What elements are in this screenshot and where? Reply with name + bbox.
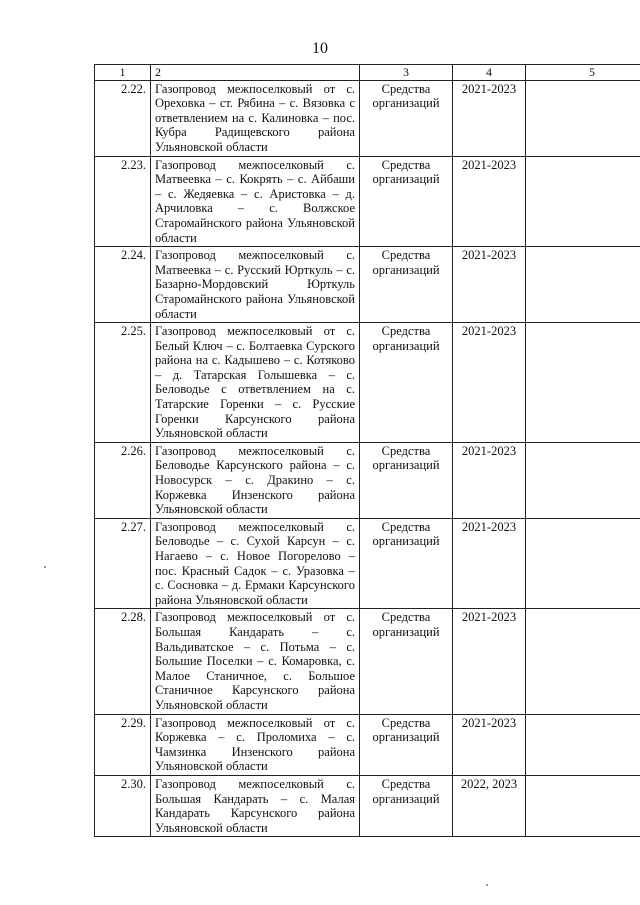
row-description: Газопровод межпоселковый с. Большая Кандарать – с. Малая Кандарать Карсунского района Ульяновской области — [151, 775, 360, 836]
row-number: 2.25. — [95, 323, 151, 443]
row-column-5 — [526, 247, 640, 323]
row-column-5 — [526, 775, 640, 836]
row-number: 2.29. — [95, 714, 151, 775]
column-header-3: 3 — [360, 65, 453, 81]
row-funding-source: Средства организаций — [360, 518, 453, 609]
row-number: 2.22. — [95, 80, 151, 156]
row-description: Газопровод межпоселковый с. Беловодье – с. Сухой Карсун – с. Нагаево – с. Новое Погорелово – пос. Красный Садок – с. Уразовка – с. Сосновка – д. Ермаки Карсунского района Ульяновской области — [151, 518, 360, 609]
row-funding-source: Средства организаций — [360, 80, 453, 156]
row-number: 2.24. — [95, 247, 151, 323]
row-funding-source: Средства организаций — [360, 442, 453, 518]
row-description: Газопровод межпоселковый от с. Большая Кандарать – с. Вальдиватское – с. Потьма – с. Большие Поселки – с. Комаровка, с. Малое Станичное, с. Большое Станичное Карсунского района Ульяновской области — [151, 609, 360, 714]
row-years: 2021-2023 — [453, 442, 526, 518]
row-column-5 — [526, 80, 640, 156]
row-number: 2.30. — [95, 775, 151, 836]
row-number: 2.28. — [95, 609, 151, 714]
program-table — [94, 64, 640, 837]
row-funding-source: Средства организаций — [360, 247, 453, 323]
row-funding-source: Средства организаций — [360, 775, 453, 836]
row-years: 2021-2023 — [453, 247, 526, 323]
row-column-5 — [526, 442, 640, 518]
row-funding-source: Средства организаций — [360, 714, 453, 775]
table-row — [95, 518, 640, 609]
row-description: Газопровод межпоселковый от с. Коржевка – с. Проломиха – с. Чамзинка Инзенского района Ульяновской области — [151, 714, 360, 775]
row-years: 2022, 2023 — [453, 775, 526, 836]
row-years: 2021-2023 — [453, 323, 526, 443]
row-funding-source: Средства организаций — [360, 156, 453, 247]
scan-speck — [486, 884, 488, 886]
row-years: 2021-2023 — [453, 156, 526, 247]
table-row — [95, 156, 640, 247]
table-row — [95, 609, 640, 714]
column-header-2: 2 — [151, 65, 360, 81]
row-column-5 — [526, 714, 640, 775]
row-column-5 — [526, 323, 640, 443]
table-row — [95, 442, 640, 518]
row-years: 2021-2023 — [453, 518, 526, 609]
table-row — [95, 247, 640, 323]
row-description: Газопровод межпоселковый с. Матвеевка – с. Русский Юрткуль – с. Базарно-Мордовский Юрткуль Старомайнского района Ульяновской области — [151, 247, 360, 323]
row-years: 2021-2023 — [453, 609, 526, 714]
row-years: 2021-2023 — [453, 80, 526, 156]
table-header-row — [95, 65, 640, 81]
row-number: 2.27. — [95, 518, 151, 609]
scan-speck — [44, 566, 46, 568]
row-number: 2.26. — [95, 442, 151, 518]
row-description: Газопровод межпоселковый от с. Ореховка – ст. Рябина – с. Вязовка с ответвлением на с. Калиновка – пос. Кубра Радищевского района Ульяновской области — [151, 80, 360, 156]
row-description: Газопровод межпоселковый от с. Белый Ключ – с. Болтаевка Сурского района на с. Кадышево – с. Котяково – д. Татарская Голышевка – с. Беловодье с ответвлением на с. Татарские Горенки – с. Русские Горенки Карсунского района Ульяновской области — [151, 323, 360, 443]
table-row — [95, 714, 640, 775]
row-funding-source: Средства организаций — [360, 323, 453, 443]
column-header-4: 4 — [453, 65, 526, 81]
column-header-5: 5 — [526, 65, 640, 81]
row-funding-source: Средства организаций — [360, 609, 453, 714]
column-header-1: 1 — [95, 65, 151, 81]
table-row — [95, 80, 640, 156]
row-number: 2.23. — [95, 156, 151, 247]
row-column-5 — [526, 518, 640, 609]
row-column-5 — [526, 156, 640, 247]
row-years: 2021-2023 — [453, 714, 526, 775]
table-row — [95, 323, 640, 443]
row-description: Газопровод межпоселковый с. Беловодье Карсунского района – с. Новосурск – с. Дракино – с. Коржевка Инзенского района Ульяновской области — [151, 442, 360, 518]
table-row — [95, 775, 640, 836]
row-description: Газопровод межпоселковый с. Матвеевка – с. Кокрять – с. Айбаши – с. Жедяевка – с. Аристовка – д. Арчиловка – с. Волжское Старомайнского района Ульяновской области — [151, 156, 360, 247]
page-number: 10 — [312, 40, 328, 57]
row-column-5 — [526, 609, 640, 714]
